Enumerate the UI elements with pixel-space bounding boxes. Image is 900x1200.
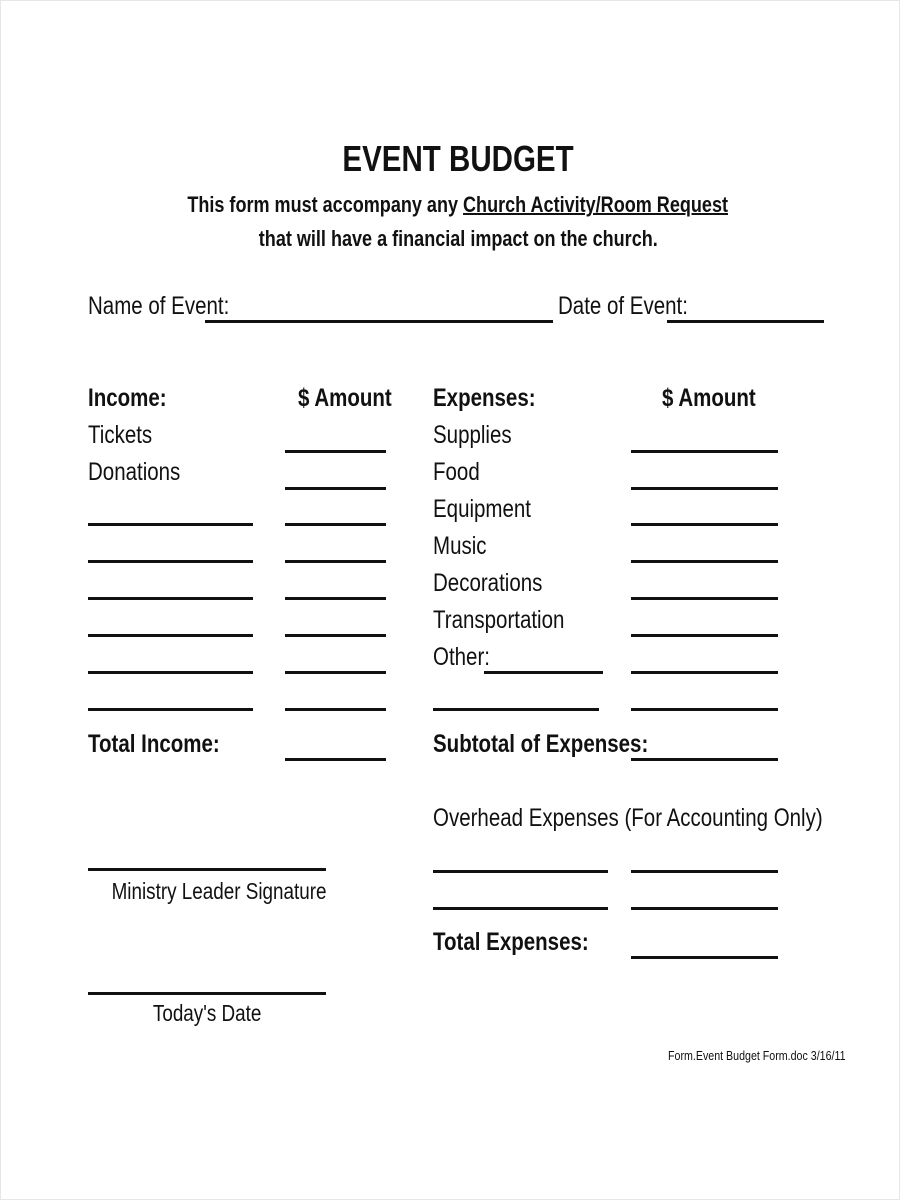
- expenses-header: Expenses:: [433, 384, 536, 412]
- ministry-leader-signature-label: Ministry Leader Signature: [111, 878, 327, 904]
- expenses-amount-header: $ Amount: [662, 384, 756, 412]
- subtotal-expenses-label: Subtotal of Expenses:: [433, 730, 649, 758]
- expense-item-music: Music: [433, 532, 487, 560]
- income-amount-field-blank[interactable]: [285, 634, 386, 637]
- expense-amount-field-blank[interactable]: [631, 708, 778, 711]
- income-item-blank-field[interactable]: [88, 597, 253, 600]
- expense-amount-field-equipment[interactable]: [631, 523, 778, 526]
- income-item-blank-field[interactable]: [88, 634, 253, 637]
- expense-item-food: Food: [433, 458, 480, 486]
- income-item-tickets: Tickets: [88, 421, 153, 449]
- todays-date-field[interactable]: [88, 992, 326, 995]
- expense-other-description-field[interactable]: [484, 671, 603, 674]
- income-item-blank-field[interactable]: [88, 560, 253, 563]
- date-of-event-field[interactable]: [667, 320, 824, 323]
- income-header: Income:: [88, 384, 167, 412]
- income-amount-field-blank[interactable]: [285, 523, 386, 526]
- income-amount-field-tickets[interactable]: [285, 450, 386, 453]
- income-item-blank-field[interactable]: [88, 708, 253, 711]
- expense-amount-field-decorations[interactable]: [631, 597, 778, 600]
- expense-item-supplies: Supplies: [433, 421, 512, 449]
- income-item-blank-field[interactable]: [88, 671, 253, 674]
- income-amount-field-blank[interactable]: [285, 560, 386, 563]
- form-subtitle-line-2: that will have a financial impact on the church.: [258, 226, 658, 251]
- expense-amount-field-other[interactable]: [631, 671, 778, 674]
- expense-amount-field-food[interactable]: [631, 487, 778, 490]
- todays-date-label: Today's Date: [152, 1000, 262, 1026]
- income-amount-field-blank[interactable]: [285, 671, 386, 674]
- income-amount-header: $ Amount: [298, 384, 392, 412]
- income-item-donations: Donations: [88, 458, 181, 486]
- expense-item-blank-field[interactable]: [433, 708, 599, 711]
- total-income-field[interactable]: [285, 758, 386, 761]
- income-item-blank-field[interactable]: [88, 523, 253, 526]
- income-amount-field-blank[interactable]: [285, 708, 386, 711]
- total-income-label: Total Income:: [88, 730, 220, 758]
- expense-item-transportation: Transportation: [433, 606, 565, 634]
- subtitle-text: This form must accompany any: [187, 192, 464, 217]
- expense-amount-field-transportation[interactable]: [631, 634, 778, 637]
- subtotal-expenses-field[interactable]: [631, 758, 778, 761]
- expense-item-other: Other:: [433, 643, 490, 671]
- overhead-item-field[interactable]: [433, 870, 608, 873]
- form-subtitle-line-1: [0, 192, 900, 218]
- document-reference: Form.Event Budget Form.doc 3/16/11: [668, 1048, 846, 1063]
- income-amount-field-donations[interactable]: [285, 487, 386, 490]
- ministry-leader-signature-field[interactable]: [88, 868, 326, 871]
- date-of-event-label: Date of Event:: [558, 292, 688, 320]
- expense-item-decorations: Decorations: [433, 569, 543, 597]
- overhead-amount-field[interactable]: [631, 907, 778, 910]
- expense-amount-field-supplies[interactable]: [631, 450, 778, 453]
- expense-item-equipment: Equipment: [433, 495, 532, 523]
- overhead-item-field[interactable]: [433, 907, 608, 910]
- expense-amount-field-music[interactable]: [631, 560, 778, 563]
- income-amount-field-blank[interactable]: [285, 597, 386, 600]
- name-of-event-label: Name of Event:: [88, 292, 230, 320]
- total-expenses-field[interactable]: [631, 956, 778, 959]
- name-of-event-field[interactable]: [205, 320, 553, 323]
- church-activity-request-link[interactable]: Church Activity/Room Request: [463, 192, 729, 217]
- overhead-amount-field[interactable]: [631, 870, 778, 873]
- total-expenses-label: Total Expenses:: [433, 928, 589, 956]
- form-title: EVENT BUDGET: [342, 138, 574, 179]
- overhead-expenses-label: Overhead Expenses (For Accounting Only): [433, 804, 823, 832]
